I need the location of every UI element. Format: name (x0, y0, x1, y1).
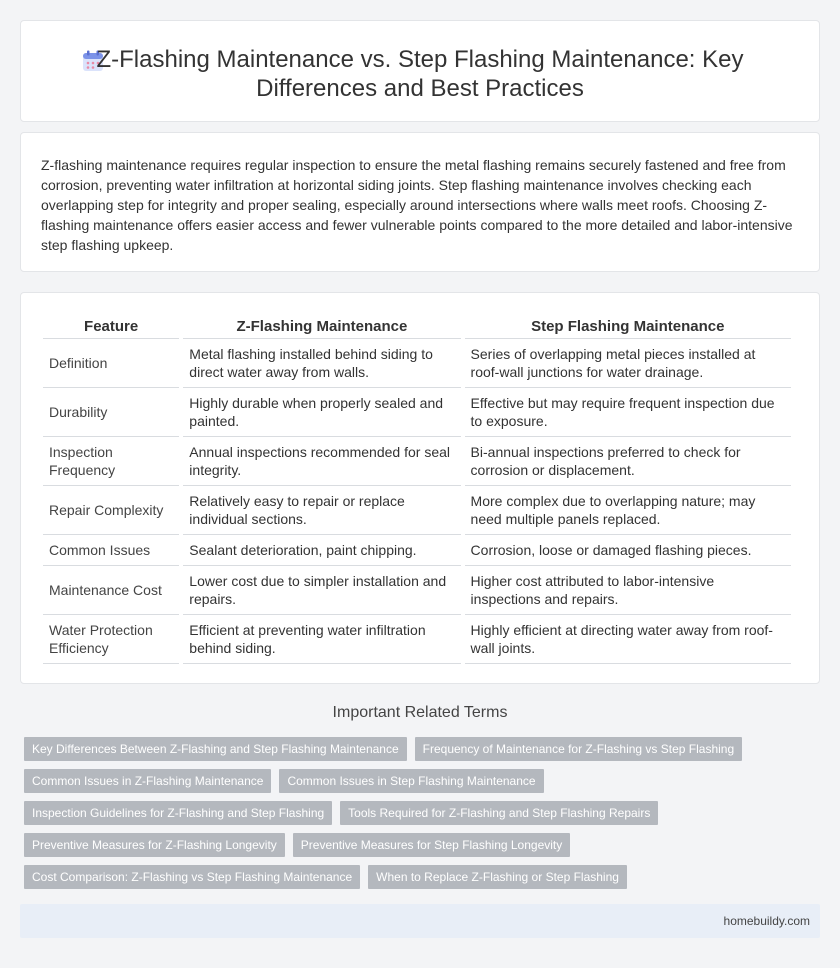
z-flashing-cell: Relatively easy to repair or replace individual sections. (183, 486, 460, 535)
z-flashing-cell: Lower cost due to simpler installation and repairs. (183, 566, 460, 615)
step-flashing-cell: Highly efficient at directing water away from roof-wall joints. (465, 615, 791, 664)
table-row (43, 535, 791, 566)
feature-cell: Durability (43, 388, 179, 437)
related-terms-list (24, 737, 824, 897)
related-term-tag[interactable]: Tools Required for Z-Flashing and Step Flashing Repairs (340, 801, 658, 825)
step-flashing-cell: Higher cost attributed to labor-intensive inspections and repairs. (465, 566, 791, 615)
related-term-tag[interactable]: Cost Comparison: Z-Flashing vs Step Flashing Maintenance (24, 865, 360, 889)
related-terms-title: Important Related Terms (332, 704, 508, 721)
comparison-table-card (20, 292, 820, 684)
step-flashing-cell: More complex due to overlapping nature; may need multiple panels replaced. (465, 486, 791, 535)
feature-cell: Water Protection Efficiency (43, 615, 179, 664)
step-flashing-cell: Effective but may require frequent inspection due to exposure. (465, 388, 791, 437)
step-flashing-cell: Bi-annual inspections preferred to check for corrosion or displacement. (465, 437, 791, 486)
step-flashing-cell: Corrosion, loose or damaged flashing pieces. (465, 535, 791, 566)
header-step-flashing: Step Flashing Maintenance (465, 315, 791, 339)
feature-cell: Definition (43, 339, 179, 388)
header-feature: Feature (43, 315, 179, 339)
z-flashing-cell: Metal flashing installed behind siding to direct water away from walls. (183, 339, 460, 388)
table-row (43, 566, 791, 615)
table-row (43, 615, 791, 664)
table-row (43, 388, 791, 437)
table-row (43, 437, 791, 486)
summary-card (20, 132, 820, 272)
related-term-tag[interactable]: Key Differences Between Z-Flashing and Step Flashing Maintenance (24, 737, 407, 761)
page-title: Z-Flashing Maintenance vs. Step Flashing Maintenance: Key Differences and Best Practices (96, 46, 744, 102)
feature-cell: Repair Complexity (43, 486, 179, 535)
feature-cell: Maintenance Cost (43, 566, 179, 615)
summary-text: Z-flashing maintenance requires regular inspection to ensure the metal flashing remains securely fastened and free from corrosion, preventing water infiltration at horizontal siding joints. Step flashing maintenance involves checking each overlapping step for integrity and proper sealing, especially around intersections where walls meet roofs. Choosing Z-flashing maintenance offers easier access and fewer vulnerable points compared to the more detailed and labor-intensive step flashing upkeep. (41, 157, 793, 253)
header-z-flashing: Z-Flashing Maintenance (183, 315, 460, 339)
comparison-table (39, 315, 795, 664)
header-card (20, 20, 820, 122)
feature-cell: Common Issues (43, 535, 179, 566)
step-flashing-cell: Series of overlapping metal pieces installed at roof-wall junctions for water drainage. (465, 339, 791, 388)
table-row (43, 486, 791, 535)
related-term-tag[interactable]: Frequency of Maintenance for Z-Flashing vs Step Flashing (415, 737, 742, 761)
table-row (43, 339, 791, 388)
feature-cell: Inspection Frequency (43, 437, 179, 486)
table-header-row (43, 315, 791, 339)
related-term-tag[interactable]: Preventive Measures for Z-Flashing Longevity (24, 833, 285, 857)
z-flashing-cell: Sealant deterioration, paint chipping. (183, 535, 460, 566)
z-flashing-cell: Annual inspections recommended for seal integrity. (183, 437, 460, 486)
z-flashing-cell: Efficient at preventing water infiltration behind siding. (183, 615, 460, 664)
related-term-tag[interactable]: Common Issues in Step Flashing Maintenance (279, 769, 543, 793)
footer-site-link[interactable]: homebuildy.com (723, 914, 810, 928)
related-term-tag[interactable]: Common Issues in Z-Flashing Maintenance (24, 769, 271, 793)
footer (20, 904, 820, 938)
related-term-tag[interactable]: When to Replace Z-Flashing or Step Flashing (368, 865, 627, 889)
related-term-tag[interactable]: Inspection Guidelines for Z-Flashing and Step Flashing (24, 801, 332, 825)
z-flashing-cell: Highly durable when properly sealed and painted. (183, 388, 460, 437)
related-term-tag[interactable]: Preventive Measures for Step Flashing Longevity (293, 833, 570, 857)
